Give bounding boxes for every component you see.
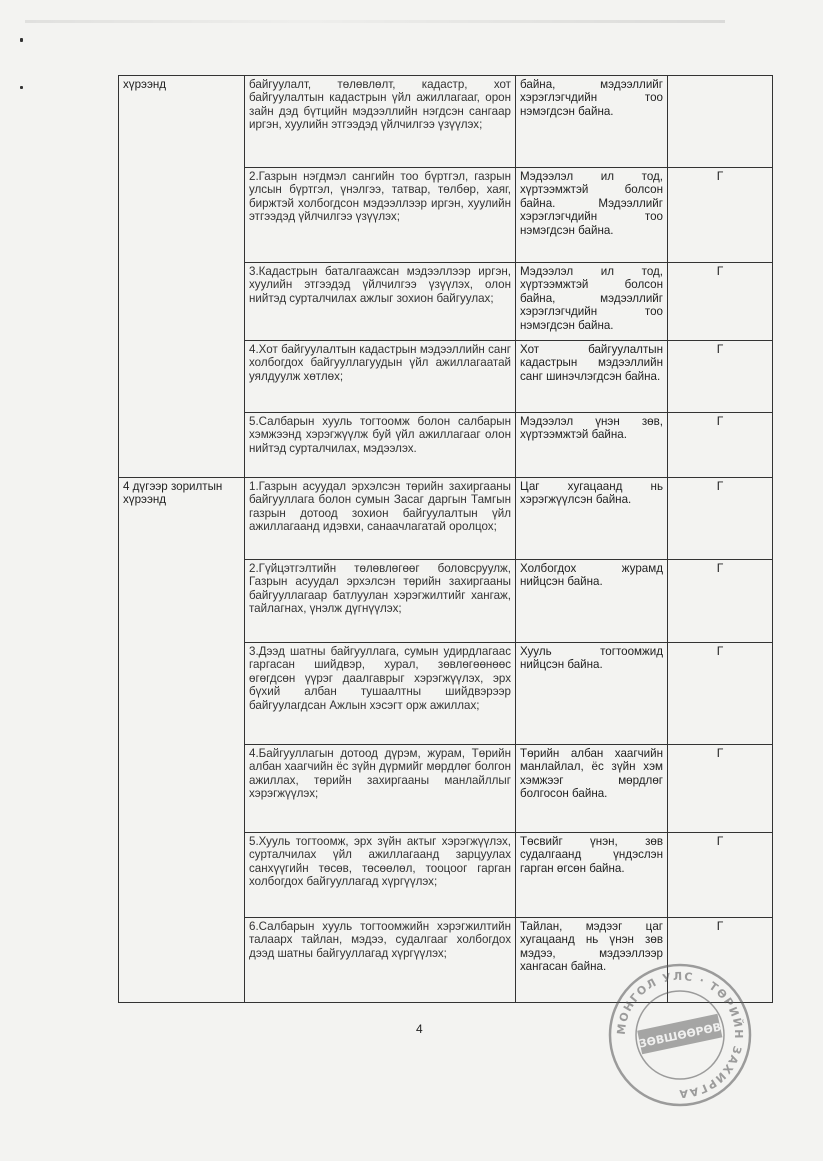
official-stamp [605, 960, 755, 1110]
assessment-cell: Г [668, 263, 773, 341]
goal-cell: 4 дүгээр зорилтын хүрээнд [119, 478, 245, 1003]
scan-artifact-dot [20, 38, 23, 42]
indicator-cell: Төрийн албан хаагчийн манлайлал, ёс зүйн хэм хэмжээг мөрдлөг болгосон байна. [516, 745, 668, 833]
activity-cell: 2.Гүйцэтгэлтийн төлөвлөгөөг боловсруулж, Газрын асуудал эрхэлсэн төрийн захиргааны байгууллагаар батлуулан хэрэгжилтийг хангаж, тайлагнах, үнэлж дүгнүүлэх; [245, 560, 516, 643]
assessment-cell [668, 76, 773, 168]
assessment-cell: Г [668, 918, 773, 1003]
scan-artifact-dot [20, 86, 23, 89]
table-row [119, 478, 773, 560]
assessment-cell: Г [668, 643, 773, 745]
indicator-cell: Төсвийг үнэн, зөв судалгаанд үндэслэн гарган өгсөн байна. [516, 833, 668, 918]
scan-artifact-line [25, 20, 725, 23]
activity-cell: 3.Дээд шатны байгууллага, сумын удирдлагаас гаргасан шийдвэр, хурал, зөвлөгөөнөөс өгөгдсөн үүрэг даалгаврыг хэрэгжүүлэх, эрх бүхий албан тушаалтны шийдвэрээр байгуулагдсан Ажлын хэсэгт орж ажиллах; [245, 643, 516, 745]
assessment-cell: Г [668, 745, 773, 833]
plan-table [118, 75, 773, 1003]
activity-cell: 3.Кадастрын баталгаажсан мэдээллээр иргэн, хуулийн этгээдэд үйлчилгээ үзүүлэх, олон нийтэд сурталчилах ажлыг зохион байгуулах; [245, 263, 516, 341]
assessment-cell: Г [668, 833, 773, 918]
indicator-cell: байна, мэдээллийг хэрэглэгчдийн тоо нэмэгдсэн байна. [516, 76, 668, 168]
assessment-cell: Г [668, 478, 773, 560]
assessment-cell: Г [668, 560, 773, 643]
indicator-cell: Хууль тогтоомжид нийцсэн байна. [516, 643, 668, 745]
activity-cell: 5.Салбарын хууль тогтоомж болон салбарын хэмжээнд хэрэгжүүлж буй үйл ажиллагааг олон нийтэд сурталчилах, мэдээлэх. [245, 413, 516, 478]
stamp-outer-text: МОНГОЛ УЛС · ТӨРИЙН ЗАХИРГАА [614, 969, 746, 1101]
goal-cell: хүрээнд [119, 76, 245, 478]
activity-cell: байгуулалт, төлөвлөлт, кадастр, хот байгуулалтын кадастрын үйл ажиллагааг, орон зайн дэд бүтцийн мэдээллийн нэгдсэн сангаар иргэн, хуулийн этгээдэд үйлчилгээ үзүүлэх; [245, 76, 516, 168]
page-number: 4 [416, 1022, 423, 1036]
activity-cell: 5.Хууль тогтоомж, эрх зүйн актыг хэрэгжүүлэх, сурталчилах үйл ажиллагаанд зарцуулах санхүүгийн төсөв, төсөөлөл, тооцоог гарган холбогдох байгууллагад хүргүүлэх; [245, 833, 516, 918]
activity-cell: 6.Салбарын хууль тогтоомжийн хэрэгжилтийн талаарх тайлан, мэдээ, судалгааг холбогдох дээд шатны байгууллагад хүргүүлэх; [245, 918, 516, 1003]
assessment-cell: Г [668, 168, 773, 263]
activity-cell: 4.Хот байгуулалтын кадастрын мэдээллийн санг холбогдох байгууллагуудын үйл ажиллагаатай уялдуулж хөтлөх; [245, 341, 516, 413]
indicator-cell: Хот байгуулалтын кадастрын мэдээллийн санг шинэчлэгдсэн байна. [516, 341, 668, 413]
indicator-cell: Цаг хугацаанд нь хэрэгжүүлсэн байна. [516, 478, 668, 560]
indicator-cell: Мэдээлэл ил тод, хүртээмжтэй болсон байна. Мэдээллийг хэрэглэгчдийн тоо нэмэгдсэн байна. [516, 168, 668, 263]
assessment-cell: Г [668, 341, 773, 413]
activity-cell: 2.Газрын нэгдмэл сангийн тоо бүртгэл, газрын улсын бүртгэл, үнэлгээ, татвар, төлбөр, хаяг, биржтэй холбогдсон мэдээллээр иргэн, хуулийн этгээдэд үйлчилгээ үзүүлэх; [245, 168, 516, 263]
indicator-cell: Мэдээлэл үнэн зөв, хүртээмжтэй байна. [516, 413, 668, 478]
indicator-cell: Холбогдох журамд нийцсэн байна. [516, 560, 668, 643]
stamp-center-text: ЗӨВШӨӨРӨВ [637, 1020, 723, 1051]
indicator-cell: Мэдээлэл ил тод, хүртээмжтэй болсон байна, мэдээллийг хэрэглэгчдийн тоо нэмэгдсэн байна. [516, 263, 668, 341]
activity-cell: 4.Байгууллагын дотоод дүрэм, журам, Төрийн албан хаагчийн ёс зүйн дүрмийг мөрдлөг болгон ажиллах, төрийн захиргааны манлайллыг хэрэгжүүлэх; [245, 745, 516, 833]
table-row [119, 76, 773, 168]
assessment-cell: Г [668, 413, 773, 478]
indicator-cell: Тайлан, мэдээг цаг хугацаанд нь үнэн зөв мэдээ, мэдээллээр хангасан байна. [516, 918, 668, 1003]
activity-cell: 1.Газрын асуудал эрхэлсэн төрийн захиргааны байгууллага болон сумын Засаг даргын Тамгын газрын дотоод зохион байгуулалтын үйл ажиллагаанд идэвхи, санаачлагатай оролцох; [245, 478, 516, 560]
